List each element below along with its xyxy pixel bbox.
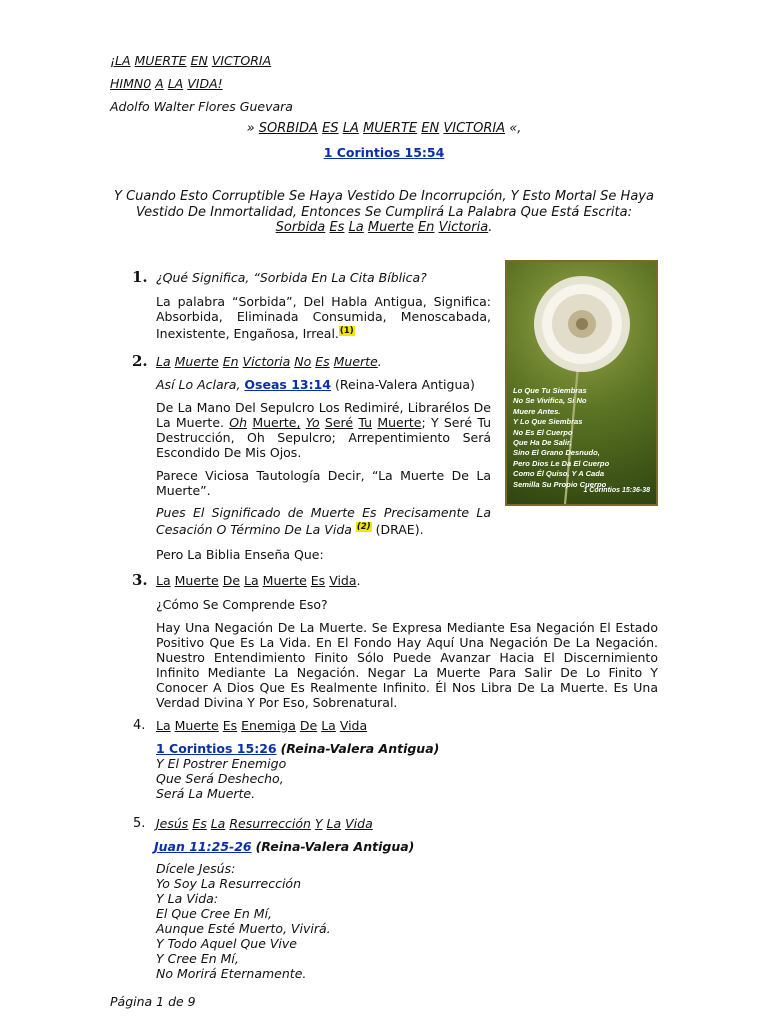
section-4-source: 1 Corintios 15:26 (Reina-Valera Antigua): [156, 741, 440, 756]
section-5-verse: Dícele Jesús: Yo Soy La Resurrección Y La Vida: El Que Cree En Mí, Aunque Esté Muerto, Vivirá. Y Todo Aquel Que Vive Y Cree En Mí, No Morirá Eternamente.: [156, 861, 331, 981]
section-1-number: 1.: [132, 268, 148, 286]
header-reference-link[interactable]: 1 Corintios 15:54: [323, 145, 445, 160]
section-2-source: Así Lo Aclara, Oseas 13:14 (Reina-Valera Antigua): [156, 377, 475, 392]
section-3-paragraph: Hay Una Negación De La Muerte. Se Expresa Mediante Esa Negación El Estado Positivo Que Es La Vida. En El Fondo Hay Aquí Una Negación De La Negación. Nuestro Entendimiento Finito Sólo Puede Avanzar Hacia El Discernimiento Infinito Mediante La Negación. Negar La Muerte Para Salir De Lo Finito Y Conocer A Dios Que Es Realmente Infinito. Él Nos Libra De La Muerte. Es Una Verdad Divina Y Por Eso, Sobrenatural.: [156, 620, 658, 710]
title-line-2: HIMN0 A LA VIDA!: [110, 76, 223, 91]
footnote-1-marker[interactable]: (1): [339, 326, 354, 336]
section-2-tautology: Parece Viciosa Tautología Decir, “La Muerte De La Muerte”.: [156, 468, 491, 498]
subtitle: » SORBIDA ES LA MUERTE EN VICTORIA «,: [246, 121, 522, 136]
section-1-question: ¿Qué Significa, “Sorbida En La Cita Bíblica?: [156, 270, 427, 285]
section-3-number: 3.: [132, 571, 148, 589]
section-5-number: 5.: [133, 816, 146, 831]
section-2-pero: Pero La Biblia Enseña Que:: [156, 547, 324, 562]
section-4-heading: La Muerte Es Enemiga De La Vida: [156, 718, 368, 733]
section-2-heading: La Muerte En Victoria No Es Muerte.: [156, 354, 382, 369]
section-3-heading: La Muerte De La Muerte Es Vida.: [156, 573, 361, 588]
page-number: Página 1 de 9: [110, 994, 196, 1009]
title-line-1: ¡LA MUERTE EN VICTORIA: [110, 53, 272, 68]
epigraph: Y Cuando Esto Corruptible Se Haya Vestido De Incorrupción, Y Esto Mortal Se Haya Vestido De Inmortalidad, Entonces Se Cumplirá La Palabra Que Está Escrita: Sorbida Es La Muerte En Victoria.: [114, 189, 654, 235]
header-reference: [110, 145, 658, 160]
image-caption: Lo Que Tu Siembras No Se Vivifica, Si No Muere Antes. Y Lo Que Siembras No Es El Cuerpo Que Ha De Salir, Sino El Grano Desnudo, Pero Dios Le Da El Cuerpo Como Él Quiso, Y A Cada Semilla Su Propio Cuerpo: [513, 386, 610, 489]
section-2-significado: Pues El Significado de Muerte Es Precisamente La Cesación O Término De La Vida $^{(2)}$ (DRAE).: [156, 505, 491, 538]
image-reference: 1 Corintios 15:36-38: [583, 487, 650, 494]
section-2-verse: De La Mano Del Sepulcro Los Redimiré, LibraréIos De La Muerte. Oh Muerte, Yo Seré Tu Muerte; Y Seré Tu Destrucción, Oh Sepulcro; Arrepentimiento Será Escondido De Mis Ojos.: [156, 400, 491, 460]
section-1-paragraph: La palabra “Sorbida”, Del Habla Antigua, Significa: Absorbida, Eliminada Consumida, Menoscabada, Inexistente, Engañosa, Irreal.$^{(1)}$: [156, 294, 491, 342]
juan-11-25-link[interactable]: Juan 11:25-26: [154, 839, 252, 854]
corintios-15-26-link[interactable]: 1 Corintios 15:26: [156, 741, 277, 756]
footnote-2-marker[interactable]: (2): [356, 522, 371, 532]
section-2-number: 2.: [132, 352, 148, 370]
section-4-verse: Y El Postrer Enemigo Que Será Deshecho, Será La Muerte.: [156, 756, 287, 801]
author: Adolfo Walter Flores Guevara: [110, 99, 293, 114]
section-5-source: Juan 11:25-26 (Reina-Valera Antigua): [154, 839, 415, 854]
section-5-heading: Jesús Es La Resurrección Y La Vida: [156, 816, 373, 831]
dandelion-image: [505, 260, 658, 506]
oseas-link[interactable]: Oseas 13:14: [244, 377, 331, 392]
section-3-question: ¿Cómo Se Comprende Eso?: [156, 597, 328, 612]
section-4-number: 4.: [133, 718, 146, 733]
